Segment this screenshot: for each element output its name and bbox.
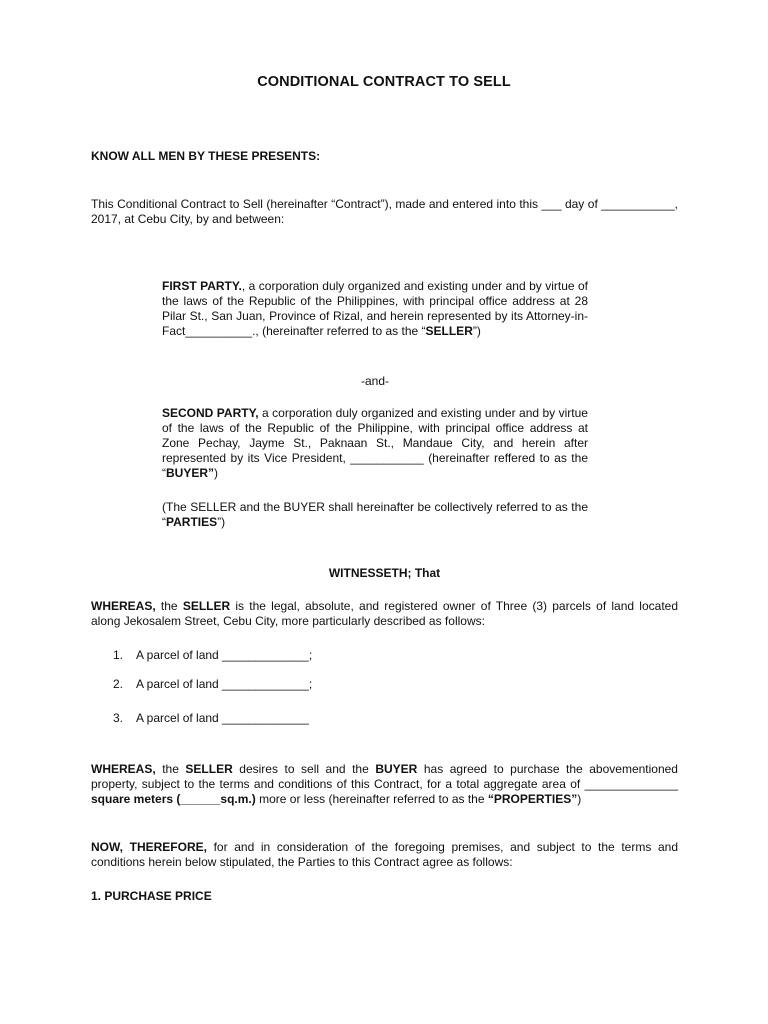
section-1-heading xyxy=(91,889,678,904)
parcel-text: A parcel of land _____________; xyxy=(136,677,313,691)
whereas-2-seller: SELLER xyxy=(185,762,233,776)
whereas-2-text-e: ) xyxy=(577,792,582,806)
intro-heading xyxy=(91,149,678,164)
parcel-number: 3. xyxy=(113,711,124,725)
first-party-paragraph xyxy=(162,279,588,339)
whereas-2-buyer: BUYER xyxy=(375,762,418,776)
first-party-text-c: ”) xyxy=(472,324,481,338)
second-party-text-a: a corporation duly organized and existing under and by virtue of the laws of the Republic of the Philippine, with principal office address at Zone Pechay, Jayme St., Paknaan St., Mandaue City, and herein after represented by its Vice President, ___________ (hereinafter reffered to as the “ xyxy=(162,406,588,480)
whereas-1-text-a: the xyxy=(155,599,183,613)
whereas-1-text-b: is the legal, absolute, and registered owner of Three (3) parcels of land located along Jekosalem Street, Cebu City, more particularly described as follows: xyxy=(91,599,678,628)
second-party-text-b: ) xyxy=(214,466,219,480)
opening-paragraph: This Conditional Contract to Sell (hereinafter “Contract”), made and entered into this ___ day of ___________, 2017, at Cebu City, by and between: xyxy=(91,197,678,226)
parcel-item xyxy=(113,648,312,663)
intro-text: KNOW ALL MEN BY THESE PRESENTS: xyxy=(91,149,321,163)
section-1-text: 1. PURCHASE PRICE xyxy=(91,889,212,903)
second-party-role: BUYER” xyxy=(166,466,215,480)
first-party-role: SELLER xyxy=(425,324,473,338)
parcel-number: 1. xyxy=(113,648,124,662)
whereas-2-sqm: square meters (______sq.m.) xyxy=(91,792,256,806)
document-title: CONDITIONAL CONTRACT TO SELL xyxy=(257,74,511,90)
first-party-blank: __________. xyxy=(185,324,256,338)
now-therefore-text: for and in consideration of the foregoing premises, and subject to the terms and conditions herein below stipulated, the Parties to this Contract agree as follows: xyxy=(91,840,678,869)
parcel-text: A parcel of land _____________; xyxy=(136,648,313,662)
parcel-text: A parcel of land _____________ xyxy=(136,711,309,725)
parcel-number: 2. xyxy=(113,677,124,691)
parties-note-text-a: (The SELLER and the BUYER shall hereinafter be collectively referred to as the “ xyxy=(162,500,588,529)
witnesseth-text: WITNESSETH; That xyxy=(328,566,441,580)
now-therefore-lead: NOW, THEREFORE, xyxy=(91,840,207,854)
parties-note-text-b: ”) xyxy=(217,515,226,529)
parties-note-paragraph xyxy=(162,500,588,530)
whereas-2-text-a: the xyxy=(155,762,186,776)
whereas-2-text-c: has agreed to purchase the abovementioned property, subject to the terms and conditions of this Contract, for a total aggregate area of ______________ xyxy=(91,762,678,791)
whereas-2-paragraph xyxy=(91,762,678,807)
parcel-item xyxy=(113,677,312,692)
whereas-1-seller: SELLER xyxy=(182,599,231,613)
and-separator: -and- xyxy=(360,374,389,388)
whereas-2-text-b: desires to sell and the xyxy=(232,762,376,776)
whereas-2-properties: “PROPERTIES” xyxy=(487,792,578,806)
parties-note-role: PARTIES xyxy=(166,515,218,529)
whereas-2-text-d: more or less (hereinafter referred to as the xyxy=(255,792,488,806)
whereas-2-lead: WHEREAS, xyxy=(91,762,156,776)
whereas-1-paragraph xyxy=(91,599,678,629)
first-party-label: FIRST PARTY. xyxy=(162,279,242,293)
first-party-text-a: , a corporation duly organized and existing under and by virtue of the laws of the Republic of the Philippines, with principal office address at 28 Pilar St., San Juan, Province of Rizal, and herein represented by its Attorney-in-Fact xyxy=(162,279,589,338)
second-party-label: SECOND PARTY, xyxy=(162,406,259,420)
witnesseth-heading xyxy=(91,566,678,581)
second-party-paragraph xyxy=(162,406,588,481)
now-therefore-paragraph xyxy=(91,840,678,870)
first-party-text-b: , (hereinafter referred to as the “ xyxy=(255,324,426,338)
parcel-item xyxy=(113,711,309,726)
whereas-1-lead: WHEREAS, xyxy=(91,599,156,613)
